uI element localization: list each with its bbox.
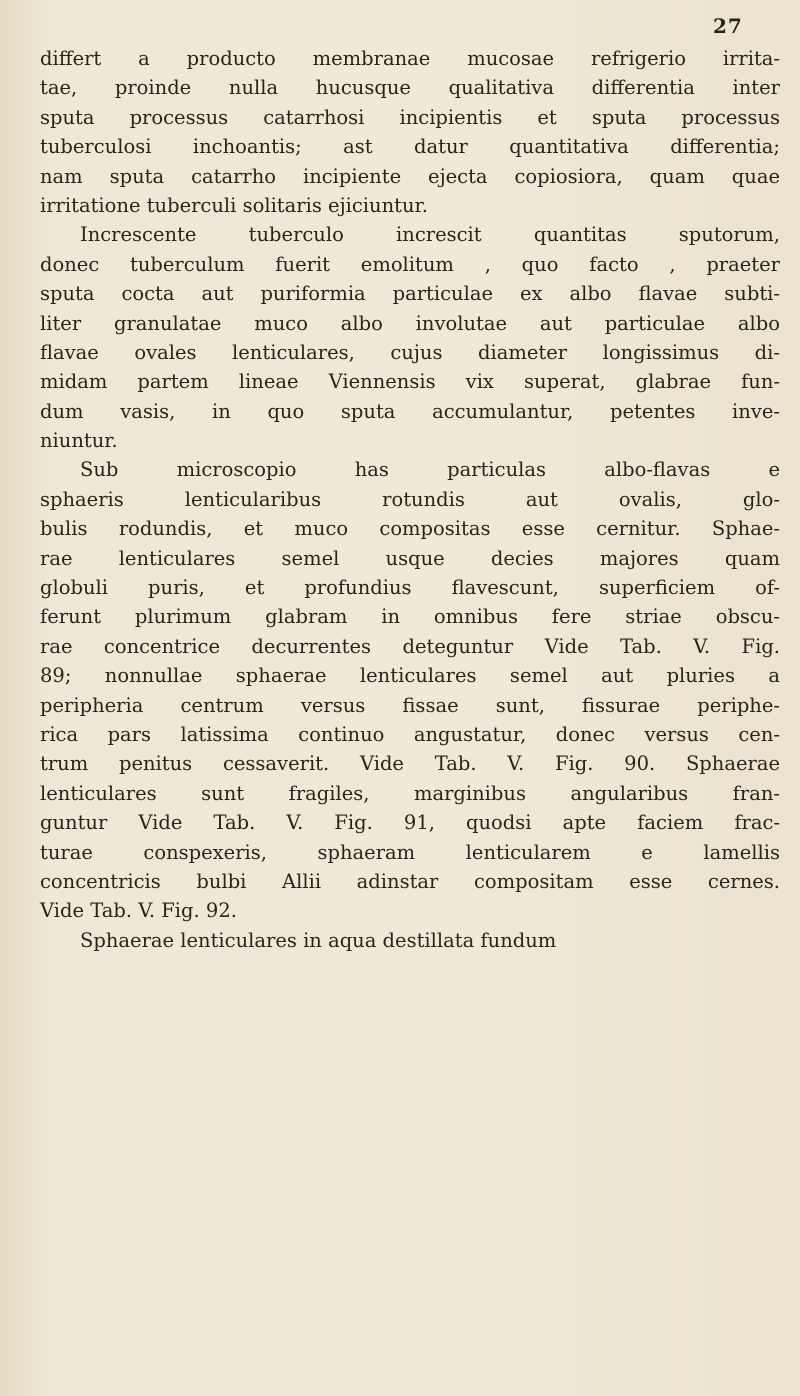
text-line: niuntur. [40, 429, 118, 453]
paragraph-3 [40, 455, 780, 925]
page-number: 27 [713, 14, 743, 38]
paragraph-1 [40, 44, 780, 220]
text-line: Sphaerae lenticulares in aqua destillata fundum [80, 928, 557, 952]
text-line: differt a producto membranae mucosae refrigerio irrita- [40, 47, 780, 70]
text-line: Increscente tuberculo increscit quantitas sputorum, [80, 223, 780, 247]
paragraph-2 [40, 220, 780, 455]
text-line: rae lenticulares semel usque decies majores quam [40, 546, 780, 570]
text-line: concentricis bulbi Allii adinstar compositam esse cernes. [40, 869, 780, 893]
text-line: sputa processus catarrhosi incipientis et sputa processus [40, 105, 780, 129]
text-line: bulis rodundis, et muco compositas esse cernitur. Sphae- [40, 517, 780, 541]
text-line: sputa cocta aut puriformia particulae ex albo flavae subti- [40, 282, 780, 306]
text-line: rae concentrice decurrentes deteguntur Vide Tab. V. Fig. [40, 634, 780, 658]
text-line: trum penitus cessaverit. Vide Tab. V. Fig. 90. Sphaerae [40, 752, 780, 776]
text-line: rica pars latissima continuo angustatur, donec versus cen- [40, 722, 780, 746]
paragraph-4 [40, 926, 780, 955]
text-line: lenticulares sunt fragiles, marginibus angularibus fran- [40, 781, 780, 805]
text-line: nam sputa catarrho incipiente ejecta copiosiora, quam quae [40, 164, 780, 188]
text-line: irritatione tuberculi solitaris ejiciuntur. [40, 193, 428, 217]
text-line: sphaeris lenticularibus rotundis aut ovalis, glo- [40, 487, 780, 511]
text-line: peripheria centrum versus fissae sunt, fissurae periphe- [40, 693, 780, 717]
text-line: globuli puris, et profundius flavescunt, superficiem of- [40, 576, 780, 600]
text-line: tae, proinde nulla hucusque qualitativa differentia inter [40, 76, 780, 100]
text-line: liter granulatae muco albo involutae aut particulae albo [40, 311, 780, 335]
text-line: Vide Tab. V. Fig. 92. [40, 899, 237, 923]
text-line: Sub microscopio has particulas albo-flavas e [80, 458, 780, 482]
body-text [40, 44, 780, 955]
text-line: guntur Vide Tab. V. Fig. 91, quodsi apte faciem frac- [40, 811, 780, 835]
text-line: tuberculosi inchoantis; ast datur quantitativa differentia; [40, 135, 780, 159]
text-line: midam partem lineae Viennensis vix superat, glabrae fun- [40, 370, 780, 394]
text-line: flavae ovales lenticulares, cujus diameter longissimus di- [40, 340, 780, 364]
text-line: turae conspexeris, sphaeram lenticularem e lamellis [40, 840, 780, 864]
text-line: dum vasis, in quo sputa accumulantur, petentes inve- [40, 399, 780, 423]
text-line: ferunt plurimum glabram in omnibus fere striae obscu- [40, 605, 780, 629]
text-line: 89; nonnullae sphaerae lenticulares semel aut pluries a [40, 664, 780, 688]
text-line: donec tuberculum fuerit emolitum , quo facto , praeter [40, 252, 780, 276]
